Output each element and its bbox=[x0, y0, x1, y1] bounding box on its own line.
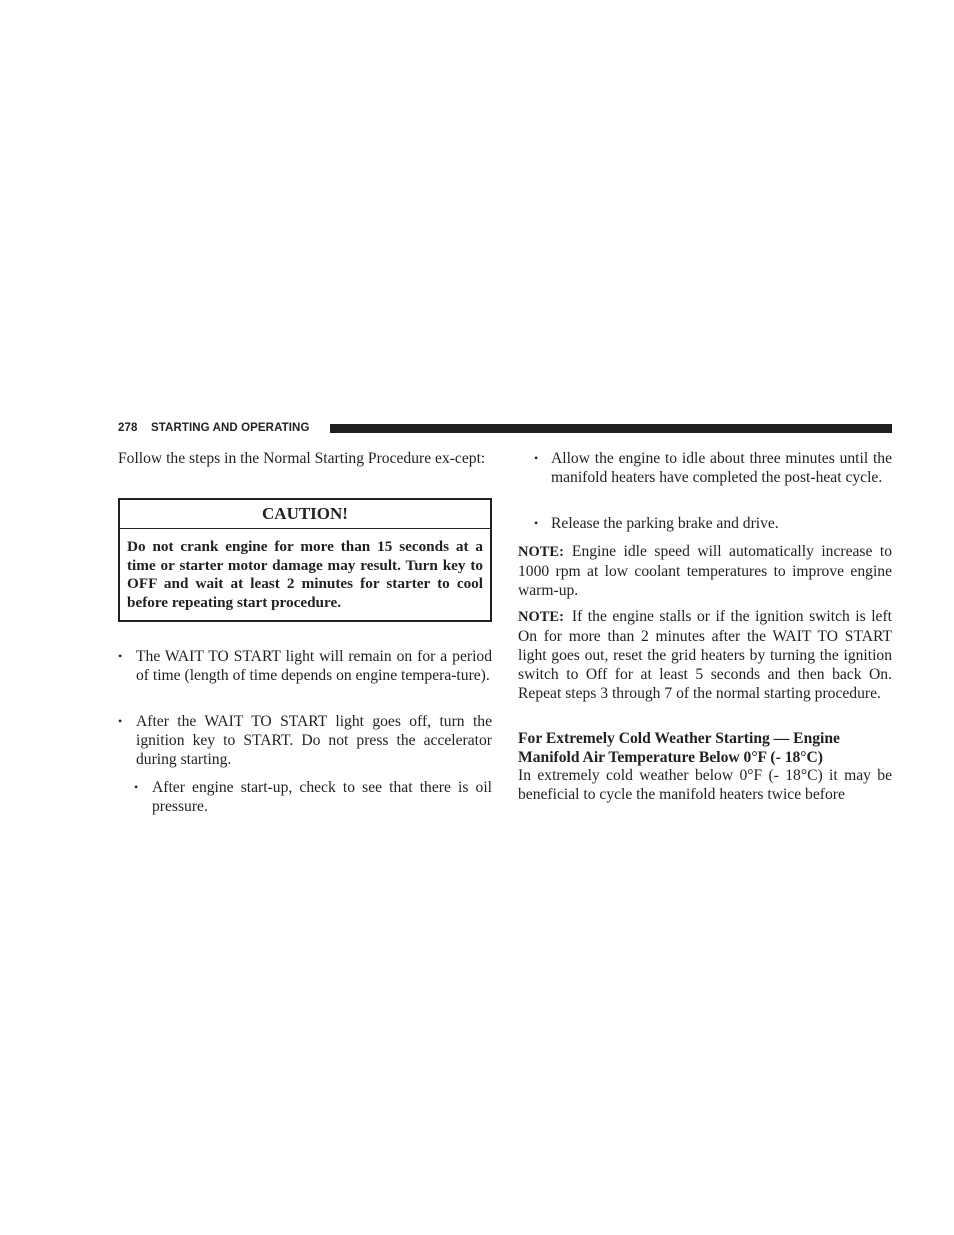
header-rule bbox=[330, 424, 892, 433]
page-header bbox=[118, 421, 892, 435]
bullet-icon: • bbox=[134, 780, 139, 794]
list-item-text: The WAIT TO START light will remain on for a period of time (length of time depends on engine tempera-ture). bbox=[136, 648, 492, 684]
list-item-text: Release the parking brake and drive. bbox=[551, 515, 779, 532]
bullet-icon: • bbox=[118, 714, 123, 728]
note-label: NOTE: bbox=[518, 544, 564, 560]
note-label: NOTE: bbox=[518, 609, 564, 625]
page-number: 278 bbox=[118, 422, 138, 434]
caution-box bbox=[118, 498, 492, 622]
bullet-icon: • bbox=[118, 649, 123, 663]
intro-paragraph: Follow the steps in the Normal Starting Procedure ex-cept: bbox=[118, 450, 486, 467]
section-title: STARTING AND OPERATING bbox=[151, 422, 310, 434]
list-item-text: After engine start-up, check to see that there is oil pressure. bbox=[152, 779, 492, 815]
caution-title: CAUTION! bbox=[120, 500, 490, 529]
caution-body: Do not crank engine for more than 15 seconds at a time or starter motor damage may result. Turn key to OFF and wait at least 2 minutes for starter to cool before repeating start procedure. bbox=[127, 538, 483, 612]
bullet-icon: • bbox=[534, 516, 539, 530]
body-paragraph: In extremely cold weather below 0°F (- 18°C) it may be beneficial to cycle the manifold heaters twice before bbox=[518, 767, 892, 803]
list-item bbox=[518, 514, 892, 534]
section-heading: For Extremely Cold Weather Starting — Engine Manifold Air Temperature Below 0°F (- 18°C) bbox=[518, 730, 840, 766]
note-text: Engine idle speed will automatically increase to 1000 rpm at low coolant temperatures to improve engine warm-up. bbox=[518, 543, 892, 599]
note-paragraph bbox=[518, 542, 892, 600]
list-item bbox=[118, 712, 492, 772]
note-text: If the engine stalls or if the ignition switch is left On for more than 2 minutes after the WAIT TO START light goes out, reset the grid heaters by turning the ignition switch to Off for at least 5 seconds and then back On. Repeat steps 3 through 7 of the normal starting procedure. bbox=[518, 608, 892, 702]
bullet-icon: • bbox=[534, 451, 539, 465]
list-item bbox=[518, 449, 892, 509]
list-item-text: After the WAIT TO START light goes off, turn the ignition key to START. Do not press the accelerator during starting. bbox=[136, 713, 492, 768]
list-item-text: Allow the engine to idle about three minutes until the manifold heaters have completed the post-heat cycle. bbox=[551, 450, 892, 486]
list-item bbox=[118, 647, 492, 707]
list-item-nested bbox=[134, 778, 492, 818]
note-paragraph bbox=[518, 607, 892, 703]
